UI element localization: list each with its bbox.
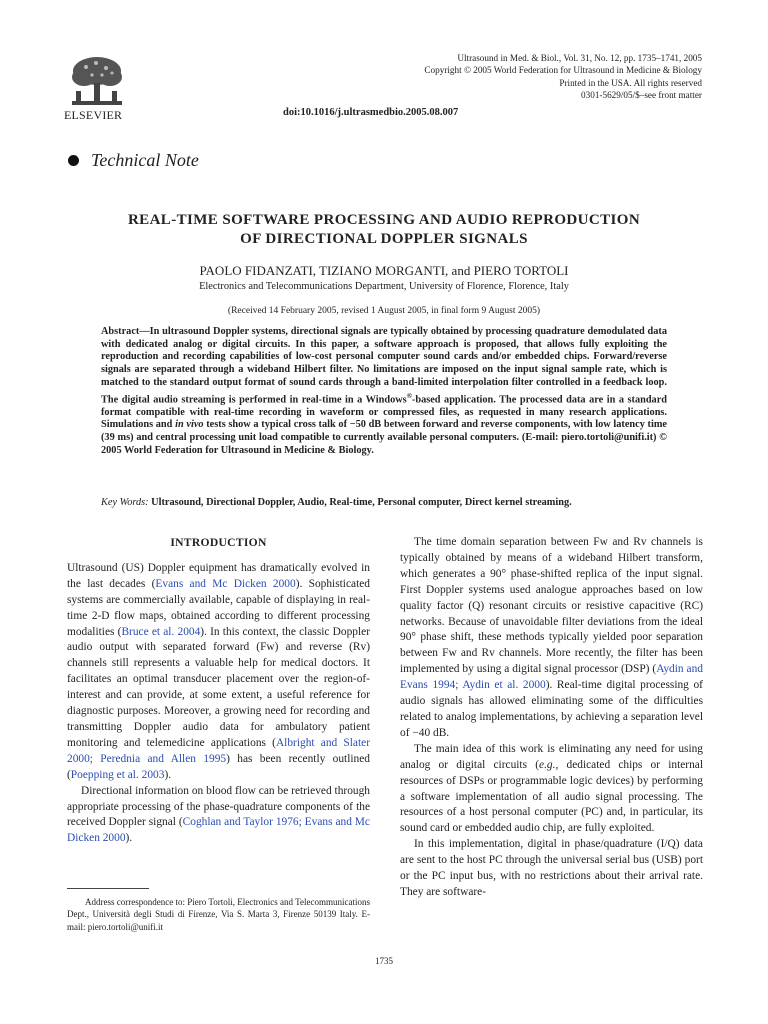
text-run: ). In this context, the classic Doppler audio output with separated forward (Fw) and reverse (Rv) channels still represents a valuable help for medical doctors. It facilitates an optimal transducer placement over the region-of-interest and can provide, at some extent, a useful reference for diagnostic purposes. Moreover, a growing need for recording and transmitting Doppler audio data for ambulatory patient monitoring and telemedicine applications ( (67, 625, 370, 749)
title-line-2: OF DIRECTIONAL DOPPLER SIGNALS (240, 231, 528, 247)
right-column (400, 535, 703, 901)
citation-link[interactable]: Albright and Slater 2000; Perednia and Allen 1995 (67, 736, 370, 765)
right-paragraph-3: In this implementation, digital in phase/quadrature (I/Q) data are sent to the host PC through the universal serial bus (USB) port or the PC input bus, with no restrictions about their arrival rate. They are software- (400, 838, 703, 898)
left-paragraph-2 (67, 784, 370, 848)
left-column (67, 535, 370, 847)
text-run: , dedicated chips or internal resources of DSPs or programmable logic devices) by performing a software implementation of all audio signal processing. The resources of a host personal computer (PC) and, in particular, its sound card or embedded audio chip, are fully exploited. (400, 758, 704, 835)
footnote-address: Address correspondence to: Piero Tortoli, Electronics and Telecommunications Dept., Università degli Studi di Firenze, Via S. Marta 3, Firenze 50139 Italy. E-mail: piero.tortoli@unifi.it (67, 897, 370, 932)
text-run: The main idea of this work is eliminating any need for using analog or digital circuits ( (400, 742, 703, 771)
section-heading-introduction: INTRODUCTION (170, 536, 267, 549)
printed-line: Printed in the USA. All rights reserved (559, 77, 702, 88)
citation-link[interactable]: Bruce et al. 2004 (121, 625, 201, 638)
text-run-italic: e.g. (539, 758, 556, 771)
section-label-text: Technical Note (91, 150, 199, 170)
text-run: The time domain separation between Fw and Rv channels is typically obtained by means of a wideband Hilbert transform, which generates a 90° phase-shifted replica of the input signal. First Doppler systems used analogue approaches based on low quality factor (Q) resonant circuits or resistive capacitive (RC) networks. Because of unavoidable filter deviations from the ideal 90° phase shift, these methods typically yielded poor separation between Fw and Rv channels. More recently, the filter has been implemented by using a digital signal processor (DSP) ( (400, 536, 703, 676)
issn-line: 0301-5629/05/$–see front matter (581, 90, 702, 101)
citation-link[interactable]: Evans and Mc Dicken 2000 (155, 577, 296, 590)
keywords (101, 497, 667, 508)
title-line-1: REAL-TIME SOFTWARE PROCESSING AND AUDIO REPRODUCTION (127, 212, 641, 228)
abstract-text-2: -based application. The processed data are in a standard format compatible with real-time recording in waveform or compressed files, as requested in many research applications. Simulations and (101, 393, 667, 431)
text-run: ). Real-time digital processing of audio signals has allowed eliminating some of the difficulties related to analog implementations, by achieving a separation level of −40 dB. (400, 679, 703, 739)
text-run: ). (164, 768, 172, 781)
text-run: ) has been recently outlined ( (67, 752, 370, 781)
text-run: ). (125, 832, 133, 845)
text-run: Ultrasound (US) Doppler equipment has dramatically evolved in the last decades ( (67, 561, 370, 590)
right-paragraph-1 (400, 535, 703, 742)
copyright-line: Copyright © 2005 World Federation for Ultrasound in Medicine & Biology (424, 65, 702, 76)
page-number: 1735 (375, 956, 393, 966)
citation-link[interactable]: Aydin and Evans 1994; Aydin et al. 2000 (400, 663, 703, 692)
abstract-text-1: —In ultrasound Doppler systems, directional signals are typically obtained by processing quadrature demodulated data with dedicated analog or digital circuits. In this paper, a software approach is proposed, that allows fully exploiting the reproduction and recording capabilities of low-cost personal computer sound cards and/or embedded chips. Forward/reverse signals are separated through a wideband Hilbert filter. No limitations are imposed on the input signal sample rate, which is matched to the standard output format of sound cards through a band-limited interpolation filter controlled in a feedback loop. The digital audio streaming is performed in real-time in a Windows (101, 326, 667, 405)
citation-link[interactable]: Coghlan and Taylor 1976; Evans and Mc Dicken 2000 (67, 816, 370, 845)
right-paragraph-2 (400, 742, 703, 837)
text-run: ). Sophisticated systems are commercially available, capable of displaying in real-time 2-D flow maps, obtained according to different processing modalities ( (67, 577, 370, 638)
citation-link[interactable]: Poepping et al. 2003 (70, 768, 165, 781)
abstract-label: Abstract (101, 326, 140, 337)
paper-title (72, 211, 696, 249)
elsevier-tree-logo (66, 53, 128, 109)
bullet-icon (68, 155, 79, 166)
abstract-text-3: tests show a typical cross talk of −50 dB between forward and reverse components, with low latency time (39 ms) and central processing unit load compatible to currently available personal computers. (E-mail: piero.tortoli@unifi.it) © 2005 World Federation for Ultrasound in Medicine & Biology. (101, 419, 667, 456)
journal-info (372, 52, 702, 102)
publisher-name: ELSEVIER (64, 108, 123, 122)
authors: PAOLO FIDANZATI, TIZIANO MORGANTI, and PIERO TORTOLI (199, 263, 569, 278)
left-paragraph-1 (67, 561, 370, 784)
registered-mark: ® (406, 391, 412, 400)
text-run: Directional information on blood flow can be retrieved through appropriate processing of the phase-quadrature components of the received Doppler signal ( (67, 784, 370, 829)
affiliation: Electronics and Telecommunications Department, University of Florence, Florence, Italy (199, 281, 569, 292)
footnote-divider (67, 888, 149, 889)
abstract-in-vivo: in vivo (175, 419, 204, 431)
keywords-label: Key Words: (101, 497, 149, 508)
keywords-text: Ultrasound, Directional Doppler, Audio, Real-time, Personal computer, Direct kernel streaming. (148, 497, 572, 508)
doi[interactable]: doi:10.1016/j.ultrasmedbio.2005.08.007 (283, 107, 459, 118)
received-dates: (Received 14 February 2005, revised 1 August 2005, in final form 9 August 2005) (227, 306, 541, 316)
section-label (68, 150, 199, 171)
abstract (101, 326, 667, 457)
journal-citation: Ultrasound in Med. & Biol., Vol. 31, No. 12, pp. 1735–1741, 2005 (457, 53, 702, 63)
